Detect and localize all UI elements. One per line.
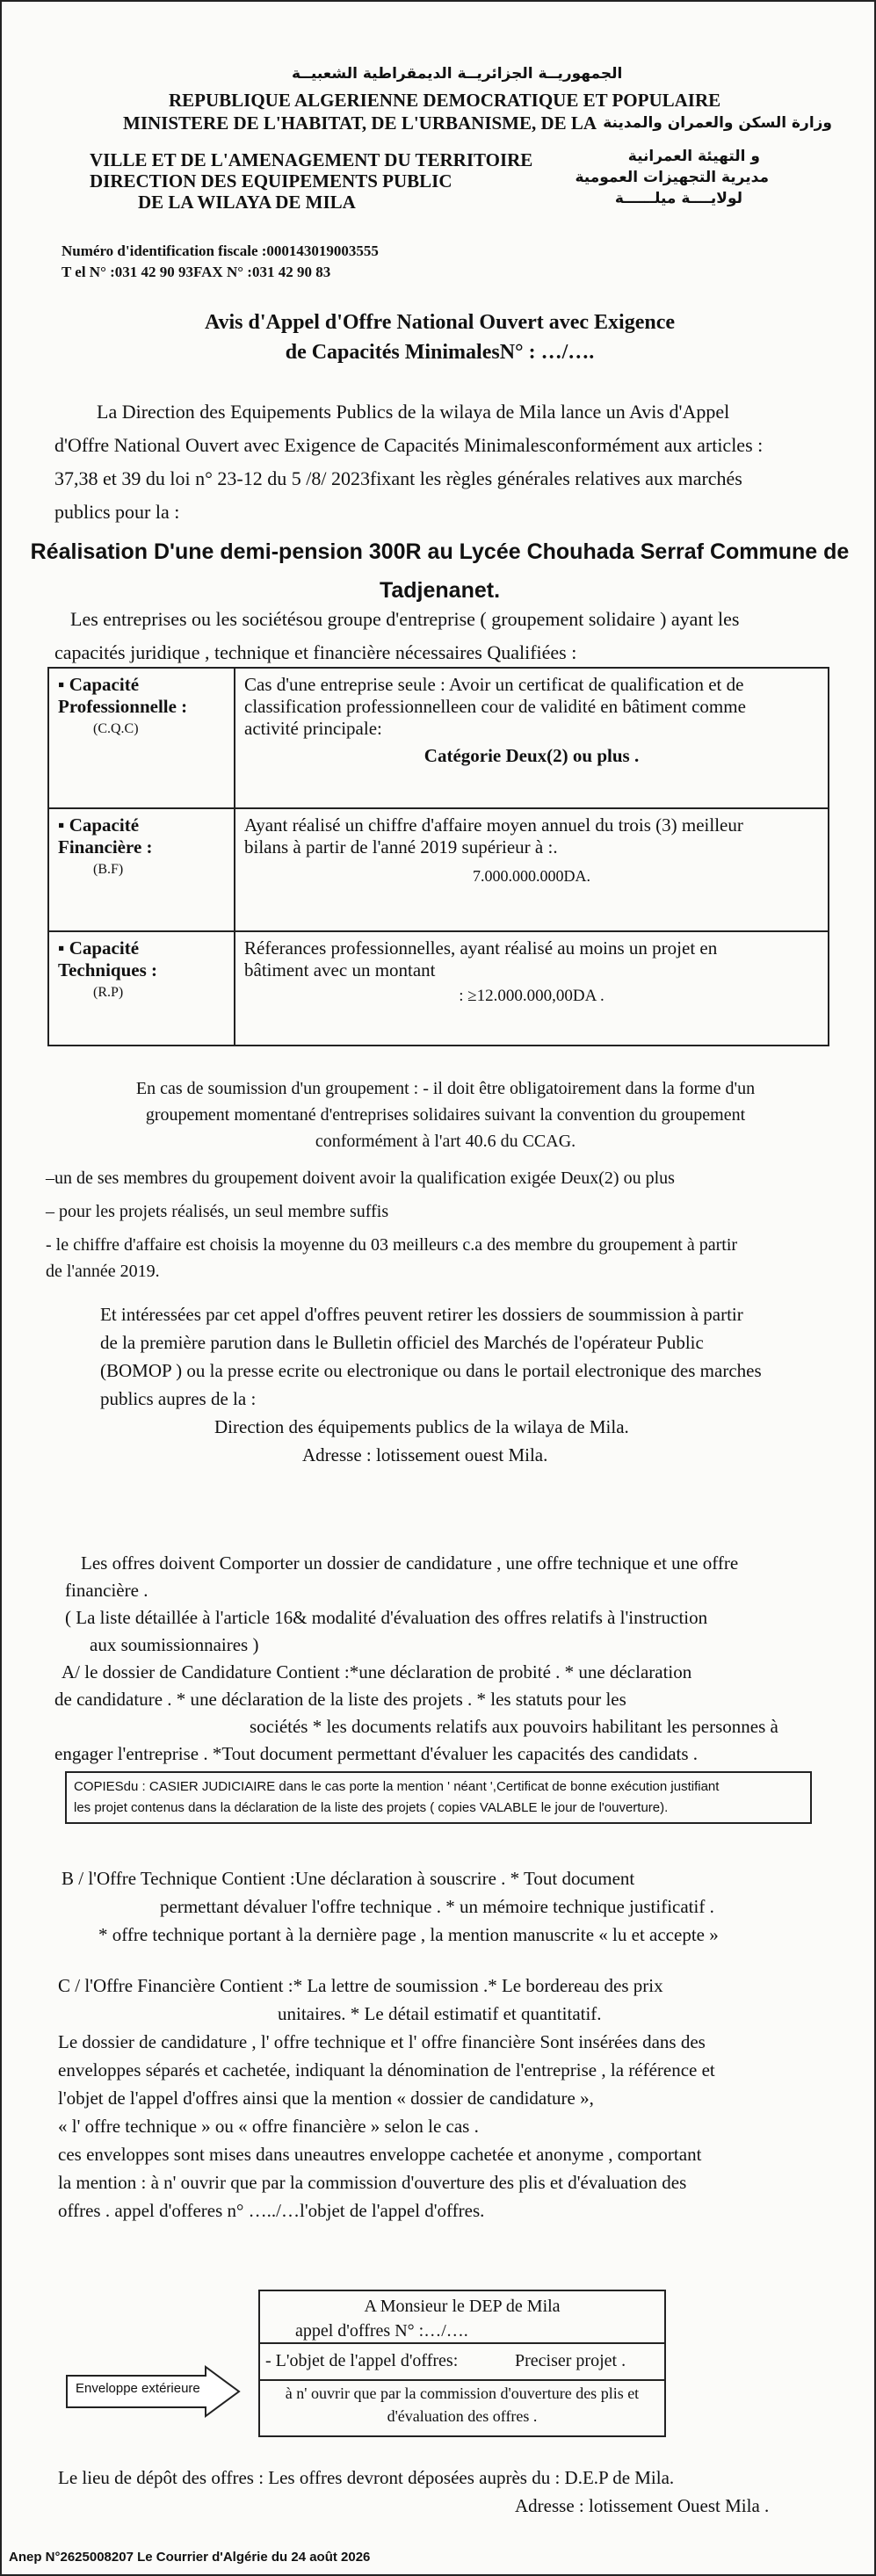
groupement-line4: –un de ses membres du groupement doivent avoir la qualification exigée Deux(2) ou plus — [46, 1169, 675, 1188]
capacity-label-cell — [48, 808, 235, 931]
offres-line2: financière . — [65, 1580, 148, 1601]
financiere-line2: unitaires. * Le détail estimatif et quantitatif. — [278, 2003, 602, 2024]
capacity-text-cell — [235, 931, 829, 1046]
envelope-object-value: Preciser projet . — [515, 2351, 626, 2370]
capacity-code: (C.Q.C) — [93, 721, 139, 736]
retrait-line3: (BOMOP ) ou la presse ecrite ou electronique ou dans le portail electronique des marches — [100, 1360, 762, 1381]
financiere-line8: la mention : à n' ouvrir que par la commission d'ouverture des plis et d'évaluation des — [58, 2172, 687, 2193]
capacity-text-line: Cas d'une entreprise seule : Avoir un certificat de qualification et de — [244, 674, 744, 695]
header-fr-line4: DIRECTION DES EQUIPEMENTS PUBLIC — [90, 170, 452, 192]
capacity-text-line: activité principale: — [244, 718, 382, 739]
capacity-label-line1: ▪ Capacité — [58, 674, 140, 695]
capacity-text-line: Ayant réalisé un chiffre d'affaire moyen annuel du trois (3) meilleur — [244, 814, 743, 836]
offres-line7: sociétés * les documents relatifs aux pouvoirs habilitant les personnes à — [250, 1716, 778, 1737]
intro-line3: 37,38 et 39 du loi n° 23-12 du 5 /8/ 2023fixant les règles générales relatives aux marchés — [54, 467, 742, 489]
retrait-line4: publics aupres de la : — [100, 1388, 257, 1409]
copies-line1: COPIESdu : CASIER JUDICIAIRE dans le cas porte la mention ' néant ',Certificat de bonne exécution justifiant — [74, 1779, 720, 1794]
footer-reference: Anep N°2625008207 Le Courrier d'Algérie du 24 août 2026 — [9, 2550, 371, 2565]
table-row — [48, 668, 829, 808]
offres-line1: Les offres doivent Comporter un dossier de candidature , une offre technique et une offre — [81, 1552, 739, 1574]
financiere-line6: « l' offre technique » ou « offre financière » selon le cas . — [58, 2116, 479, 2137]
eligibility-line2: capacités juridique , technique et financière nécessaires Qualifiées : — [54, 641, 577, 663]
capacity-label-cell — [48, 668, 235, 808]
capacity-code: (B.F) — [93, 862, 124, 877]
envelope-tender-number: appel d'offres N° :…/…. — [295, 2321, 468, 2341]
header-fr-line1: REPUBLIQUE ALGERIENNE DEMOCRATIQUE ET POPULAIRE — [169, 90, 721, 111]
copies-box — [65, 1771, 812, 1824]
intro-line1: La Direction des Equipements Publics de la wilaya de Mila lance un Avis d'Appel — [97, 401, 730, 423]
eligibility-paragraph — [54, 603, 845, 669]
copies-line2: les projet contenus dans la déclaration de la liste des projets ( copies VALABLE le jour de l'ouverture). — [74, 1800, 669, 1815]
capacity-text-line: classification professionnelleen cour de validité en bâtiment comme — [244, 696, 746, 717]
header-ar-line1: الجمهوريــة الجزائريــة الديمقراطية الشعبيــة — [292, 65, 623, 83]
groupement-line1: En cas de soumission d'un groupement : - il doit être obligatoirement dans la forme d'un — [135, 1079, 756, 1098]
capacity-label-line1: ▪ Capacité — [58, 814, 140, 836]
capacity-label-line2: Techniques : — [58, 959, 158, 980]
offres-line4: aux soumissionnaires ) — [90, 1634, 259, 1655]
envelope-object-label: - L'objet de l'appel d'offres: — [265, 2351, 459, 2370]
offres-line8: engager l'entreprise . *Tout document permettant d'évaluer les capacités des candidats . — [54, 1743, 699, 1764]
capacity-label-cell — [48, 931, 235, 1046]
header-fr-line5: DE LA WILAYA DE MILA — [138, 192, 356, 213]
header-fr-line3: VILLE ET DE L'AMENAGEMENT DU TERRITOIRE — [90, 149, 533, 170]
envelope-mention-line1: à n' ouvrir que par la commission d'ouverture des plis et — [285, 2384, 640, 2402]
financiere-section — [58, 1972, 849, 2225]
intro-paragraph — [54, 395, 845, 529]
retrait-line6: Adresse : lotissement ouest Mila. — [302, 1444, 548, 1465]
technique-section — [62, 1864, 852, 1949]
capacity-category: Catégorie Deux(2) ou plus . — [424, 745, 640, 766]
notice-title-line1: Avis d'Appel d'Offre National Ouvert avec Exigence — [204, 311, 676, 334]
financiere-line1: C / l'Offre Financière Contient :* La lettre de soumission .* Le bordereau des prix — [58, 1975, 663, 1996]
header-ar-line2: وزارة السكن والعمران والمدينة — [603, 114, 832, 132]
envelope-recipient: A Monsieur le DEP de Mila — [364, 2297, 561, 2316]
groupement-line2: groupement momentané d'entreprises solidaires suivant la convention du groupement — [145, 1105, 746, 1125]
offres-line3: ( La liste détaillée à l'article 16& modalité d'évaluation des offres relatifs à l'instruction — [65, 1607, 708, 1628]
table-row — [48, 808, 829, 931]
fiscal-id: Numéro d'identification fiscale :000143019003555 — [62, 242, 379, 259]
project-heading-line2: Tadjenanet. — [379, 578, 501, 603]
capacity-text-line: bilans à partir de l'anné 2019 supérieur à :. — [244, 836, 558, 857]
financiere-line5: l'objet de l'appel d'offres ainsi que la mention « dossier de candidature », — [58, 2088, 594, 2109]
financiere-line9: offres . appel d'offeres n° …../…l'objet de l'appel d'offres. — [58, 2200, 485, 2221]
capacity-text-cell — [235, 668, 829, 808]
eligibility-line1: Les entreprises ou les sociétésou groupe d'entreprise ( groupement solidaire ) ayant les — [70, 608, 740, 630]
header-ar-line4: مديرية التجهيزات العمومية — [575, 169, 769, 186]
offres-section — [54, 1550, 845, 1768]
header-ar-line3: و التهيئة العمرانية — [627, 148, 760, 165]
capacity-text-line: bâtiment avec un montant — [244, 959, 436, 980]
envelope-object-row — [260, 2342, 664, 2381]
financiere-line3: Le dossier de candidature , l' offre technique et l' offre financière Sont insérées dans des — [58, 2031, 706, 2052]
project-heading-line1: Réalisation D'une demi-pension 300R au Lycée Chouhada Serraf Commune de — [30, 539, 850, 564]
offres-line6: de candidature . * une déclaration de la liste des projets . * les statuts pour les — [54, 1689, 626, 1710]
retrait-line1: Et intéressées par cet appel d'offres peuvent retirer les dossiers de soummission à partir — [100, 1304, 743, 1325]
intro-line4: publics pour la : — [54, 501, 180, 523]
capacity-text-cell — [235, 808, 829, 931]
groupement-line3: conformément à l'art 40.6 du CCAG. — [315, 1132, 576, 1151]
envelope-mention-line2: d'évaluation des offres . — [387, 2407, 538, 2425]
envelope-box — [258, 2290, 666, 2437]
capacity-amount: 7.000.000.000DA. — [473, 867, 590, 885]
phone-fax: T el N° :031 42 90 93FAX N° :031 42 90 83 — [62, 264, 331, 280]
capacity-code: (R.P) — [93, 985, 124, 1000]
table-row — [48, 931, 829, 1046]
offres-line5: A/ le dossier de Candidature Contient :*une déclaration de probité . * une déclaration — [62, 1661, 692, 1682]
capacity-label-line1: ▪ Capacité — [58, 937, 140, 959]
depot-line1: Le lieu de dépôt des offres : Les offres devront déposées auprès du : D.E.P de Mila. — [58, 2467, 675, 2488]
capacity-label-line2: Professionnelle : — [58, 696, 188, 717]
notice-title-line2: de Capacités MinimalesN° : …/…. — [285, 341, 595, 364]
technique-line1: B / l'Offre Technique Contient :Une déclaration à souscrire . * Tout document — [62, 1868, 635, 1889]
capacities-table — [47, 667, 829, 1046]
capacity-amount: : ≥12.000.000,00DA . — [459, 987, 605, 1005]
groupement-line7: de l'année 2019. — [46, 1262, 160, 1281]
retrait-line2: de la première parution dans le Bulletin officiel des Marchés de l'opérateur Public — [100, 1332, 704, 1353]
groupement-line5: – pour les projets réalisés, un seul membre suffis — [46, 1202, 389, 1221]
groupement-line6: - le chiffre d'affaire est choisis la moyenne du 03 meilleurs c.a des membre du groupement à partir — [46, 1235, 738, 1255]
header-fr-line2: MINISTERE DE L'HABITAT, DE L'URBANISME, DE LA — [123, 112, 597, 134]
capacity-text-line: Réferances professionnelles, ayant réalisé au moins un projet en — [244, 937, 718, 959]
envelope-arrow-label: Enveloppe extérieure — [76, 2381, 200, 2396]
intro-line2: d'Offre National Ouvert avec Exigence de Capacités Minimalesconformément aux articles : — [54, 434, 764, 456]
technique-line3: * offre technique portant à la dernière page , la mention manuscrite « lu et accepte » — [98, 1924, 719, 1945]
header-ar-line5: لولايــــة ميلــــــة — [614, 190, 742, 207]
financiere-line4: enveloppes séparés et cachetée, indiquant la dénomination de l'entreprise , la référence et — [58, 2059, 715, 2080]
groupement-section — [46, 1075, 845, 1284]
capacity-label-line2: Financière : — [58, 836, 153, 857]
financiere-line7: ces enveloppes sont mises dans uneautres enveloppe cachetée et anonyme , comportant — [58, 2144, 702, 2165]
retrait-line5: Direction des équipements publics de la wilaya de Mila. — [214, 1416, 629, 1437]
retrait-section — [100, 1300, 847, 1469]
technique-line2: permettant dévaluer l'offre technique . * un mémoire technique justificatif . — [160, 1896, 714, 1917]
depot-line2: Adresse : lotissement Ouest Mila . — [515, 2495, 770, 2516]
depot-section — [58, 2464, 849, 2520]
